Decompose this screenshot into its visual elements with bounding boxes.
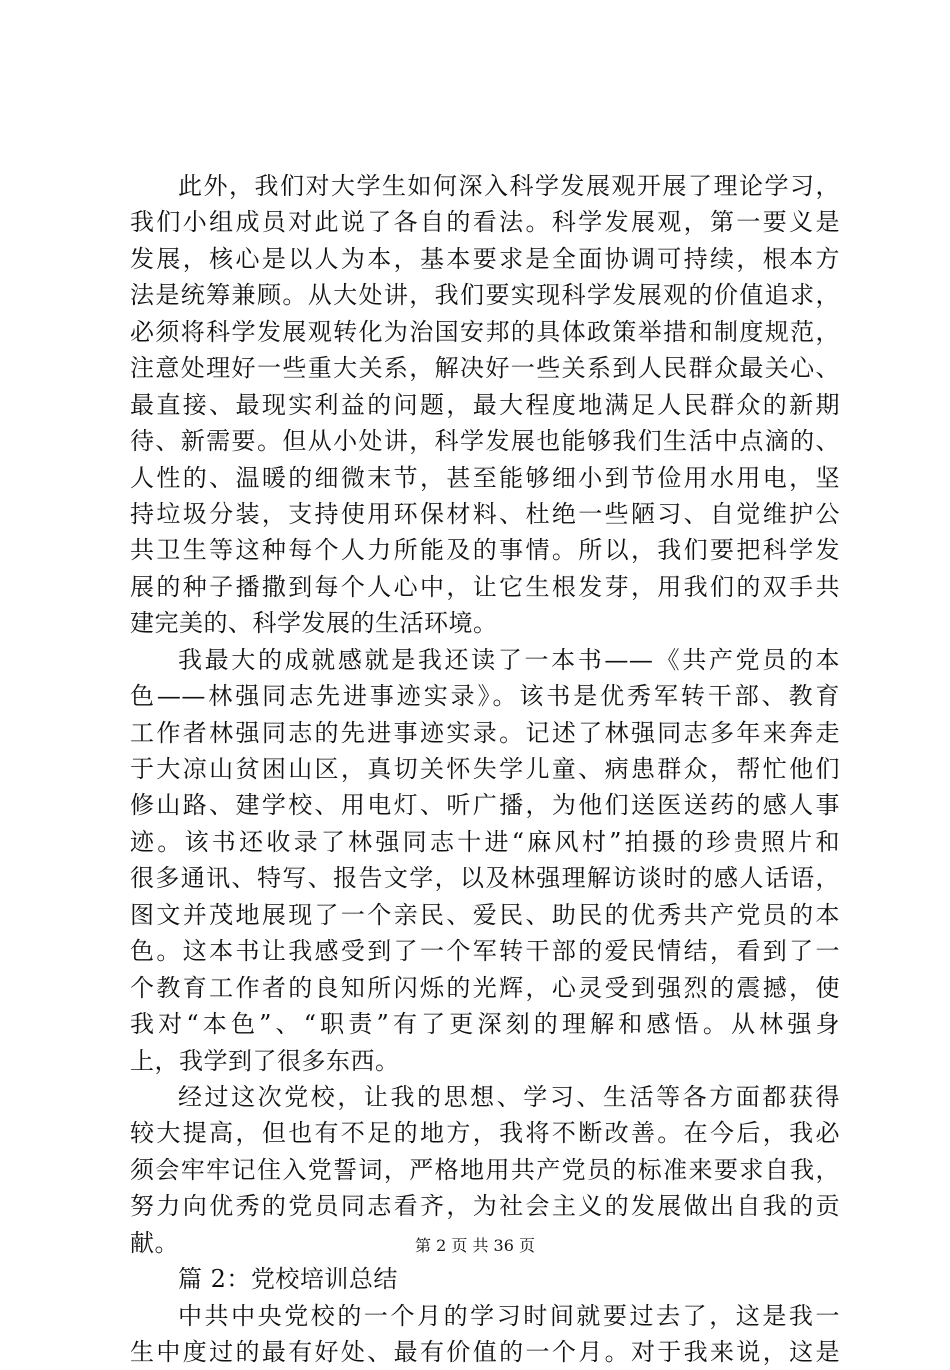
text-line: 人性的、温暖的细微末节，甚至能够细小到节俭用水用电，坚 [130, 463, 840, 492]
text-line: 色——林强同志先进事迹实录》。该书是优秀军转干部、教育 [130, 682, 840, 711]
text-line: 个教育工作者的良知所闪烁的光辉，心灵受到强烈的震撼，使 [130, 973, 840, 1002]
text-line: 我最大的成就感就是我还读了一本书——《共产党员的本 [178, 645, 840, 674]
text-line: 发展，核心是以人为本，基本要求是全面协调可持续，根本方 [130, 244, 840, 273]
text-line: 须会牢牢记住入党誓词，严格地用共产党员的标准来要求自我， [130, 1155, 840, 1184]
text-line: 经过这次党校，让我的思想、学习、生活等各方面都获得 [178, 1082, 840, 1111]
text-line: 待、新需要。但从小处讲，科学发展也能够我们生活中点滴的、 [130, 427, 840, 456]
text-line: 此外，我们对大学生如何深入科学发展观开展了理论学习， [178, 172, 840, 200]
text-line: 献。 [130, 1228, 179, 1257]
text-line: 上，我学到了很多东西。 [130, 1046, 400, 1075]
text-line: 我们小组成员对此说了各自的看法。科学发展观，第一要义是 [130, 208, 840, 237]
text-line: 持垃圾分装，支持使用环保材料、杜绝一些陋习、自觉维护公 [130, 499, 840, 528]
text-line: 建完美的、科学发展的生活环境。 [130, 609, 498, 638]
document-body [130, 168, 840, 1370]
text-line: 生中度过的最有好处、最有价值的一个月。对于我来说，这是 [130, 1338, 840, 1366]
page-footer: 第 2 页 共 36 页 [415, 1236, 535, 1255]
text-line: 必须将科学发展观转化为治国安邦的具体政策举措和制度规范， [130, 317, 840, 346]
text-line: 工作者林强同志的先进事迹实录。记述了林强同志多年来奔走 [130, 718, 840, 747]
text-line: 很多通讯、特写、报告文学，以及林强理解访谈时的感人话语， [130, 864, 840, 893]
text-line: 修山路、建学校、用电灯、听广播，为他们送医送药的感人事 [130, 791, 840, 820]
text-line: 较大提高，但也有不足的地方，我将不断改善。在今后，我必 [130, 1119, 840, 1148]
text-line: 色。这本书让我感受到了一个军转干部的爱民情结，看到了一 [130, 937, 840, 966]
text-line: 最直接、最现实利益的问题，最大程度地满足人民群众的新期 [130, 390, 840, 419]
text-line: 努力向优秀的党员同志看齐，为社会主义的发展做出自我的贡 [130, 1192, 840, 1221]
text-line: 迹。该书还收录了林强同志十进“麻风村”拍摄的珍贵照片和 [130, 827, 840, 856]
text-line: 展的种子播撒到每个人心中，让它生根发芽，用我们的双手共 [130, 572, 840, 601]
text-line: 注意处理好一些重大关系，解决好一些关系到人民群众最关心、 [130, 354, 840, 383]
text-line: 我对“本色”、“职责”有了更深刻的理解和感悟。从林强身 [130, 1010, 840, 1039]
text-line: 法是统筹兼顾。从大处讲，我们要实现科学发展观的价值追求， [130, 281, 840, 310]
text-line: 中共中央党校的一个月的学习时间就要过去了，这是我一 [178, 1301, 840, 1330]
text-line: 于大凉山贫困山区，真切关怀失学儿童、病患群众，帮忙他们 [130, 755, 840, 783]
text-line: 图文并茂地展现了一个亲民、爱民、助民的优秀共产党员的本 [130, 900, 840, 929]
text-line: 共卫生等这种每个人力所能及的事情。所以，我们要把科学发 [130, 536, 840, 565]
text-line: 篇 2：党校培训总结 [178, 1265, 398, 1294]
